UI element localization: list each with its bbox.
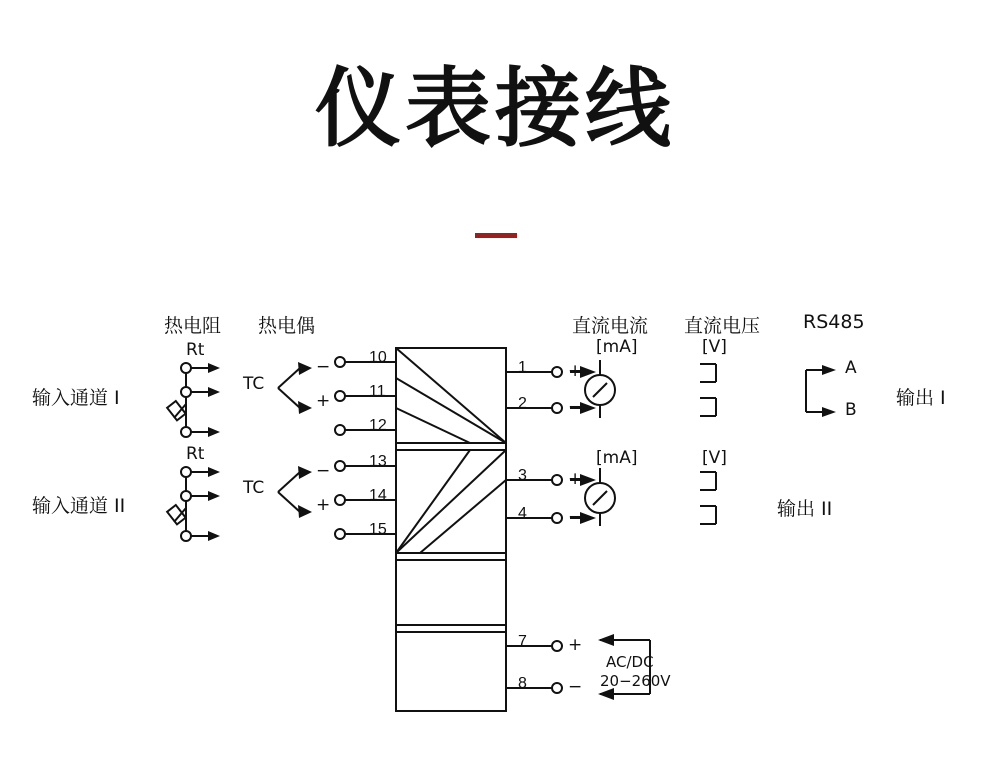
label-output-1: 输出 I: [896, 387, 946, 409]
label-tc2-minus: −: [316, 461, 331, 481]
terminal-number: 8: [518, 675, 527, 692]
terminal-number: 2: [518, 395, 527, 412]
label-output-2: 输出 II: [777, 498, 833, 520]
label-rs485-a: A: [845, 358, 857, 378]
label-tc-2: TC: [243, 478, 265, 498]
label-tc1-plus: +: [316, 391, 331, 411]
label-power-plus: +: [568, 635, 583, 655]
label-tc-header: 热电偶: [258, 315, 316, 337]
label-tc-1: TC: [243, 374, 265, 394]
label-tc1-minus: −: [316, 357, 331, 377]
label-v-unit-2: [V]: [702, 448, 727, 468]
page-title: 仪表接线: [315, 59, 675, 159]
label-ma-unit-2: [mA]: [596, 448, 638, 468]
label-rt-2: Rt: [186, 444, 205, 464]
label-v-unit-1: [V]: [702, 337, 727, 357]
terminal-number: 7: [518, 633, 527, 650]
terminal-number: 10: [369, 349, 387, 366]
terminal-number: 4: [518, 505, 527, 522]
terminal-number: 14: [369, 487, 387, 504]
label-power-type: AC/DC: [606, 653, 654, 671]
label-tc2-plus: +: [316, 495, 331, 515]
label-ma-unit-1: [mA]: [596, 337, 638, 357]
terminal-number: 12: [369, 417, 387, 434]
label-out1-minus: −: [568, 397, 583, 417]
terminal-number: 3: [518, 467, 527, 484]
terminal-number: 13: [369, 453, 387, 470]
label-dc-voltage-header: 直流电压: [684, 315, 761, 337]
terminal-number: 15: [369, 521, 387, 538]
label-input-channel-1: 输入通道 I: [32, 387, 120, 409]
terminal-number: 11: [369, 383, 386, 400]
label-rt-1: Rt: [186, 340, 205, 360]
label-out2-minus: −: [568, 507, 583, 527]
label-power-range: 20−260V: [600, 672, 671, 690]
label-rs485-header: RS485: [803, 311, 865, 333]
label-out1-plus: +: [568, 361, 583, 381]
label-dc-current-header: 直流电流: [572, 315, 649, 337]
label-input-channel-2: 输入通道 II: [32, 495, 126, 517]
terminal-number: 1: [518, 359, 527, 376]
label-rs485-b: B: [845, 400, 857, 420]
label-out2-plus: +: [568, 469, 583, 489]
label-rtd-header: 热电阻: [164, 315, 222, 337]
label-power-minus: −: [568, 677, 583, 697]
